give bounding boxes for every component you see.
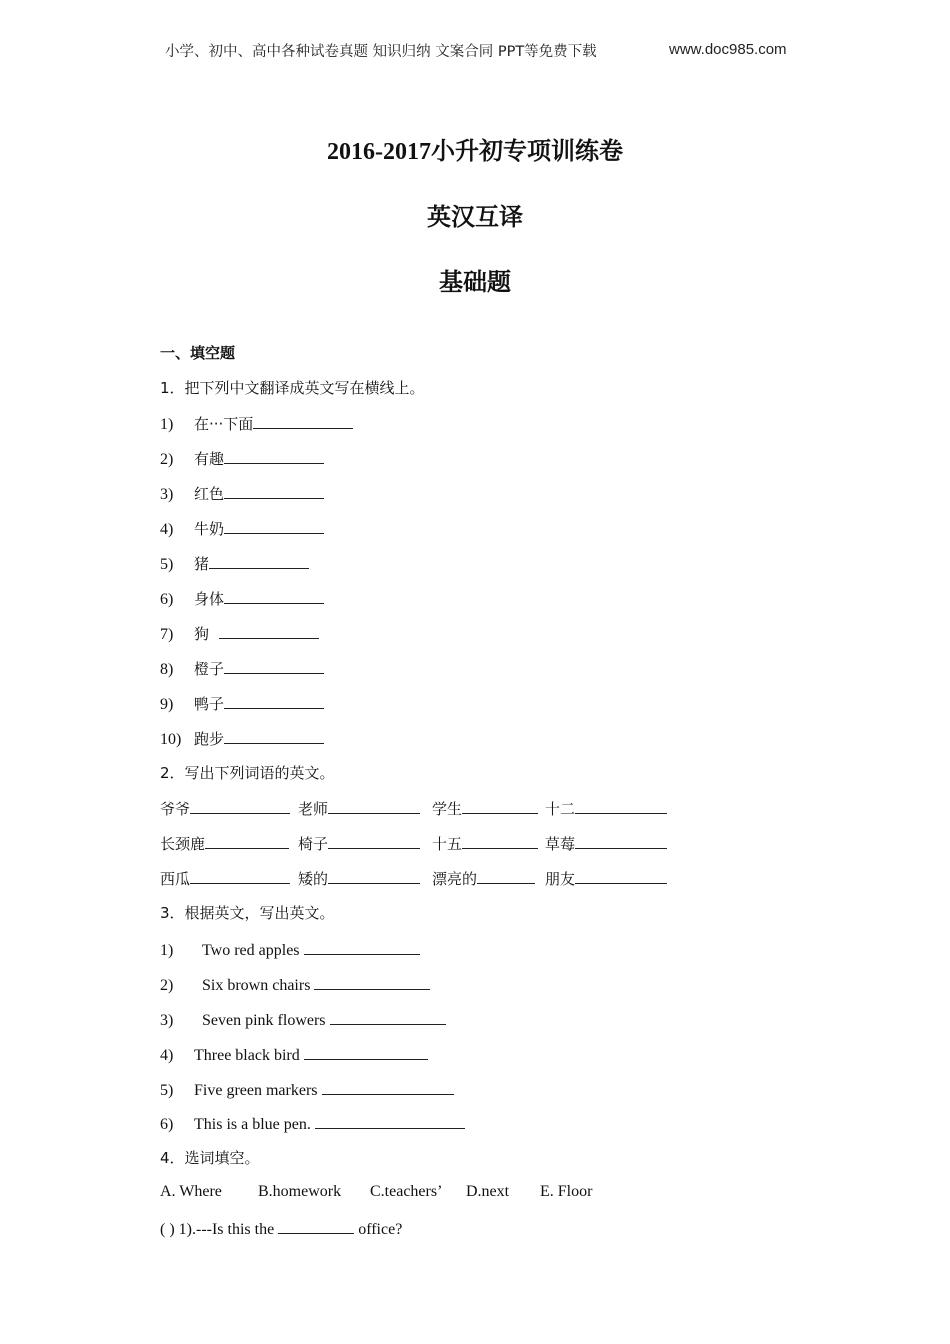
answer-blank[interactable] <box>575 833 667 849</box>
list-item <box>160 974 430 996</box>
q2-prompt: 2．写出下列词语的英文。 <box>160 764 335 782</box>
item-number: 3) <box>160 486 174 503</box>
answer-blank[interactable] <box>328 833 420 849</box>
item-number: 10) <box>160 731 182 748</box>
answer-blank[interactable] <box>322 1079 454 1095</box>
list-item <box>160 448 324 470</box>
answer-blank[interactable] <box>328 798 420 814</box>
answer-blank[interactable] <box>253 413 353 429</box>
answer-blank[interactable] <box>224 728 324 744</box>
doc-subtitle: 英汉互译 <box>427 205 523 231</box>
list-item <box>160 588 324 610</box>
item-text: 鸭子 <box>194 695 225 713</box>
answer-blank[interactable] <box>224 518 324 534</box>
list-item <box>160 518 324 540</box>
grid-word: 十二 <box>545 798 667 819</box>
doc-title: 2016-2017小升初专项训练卷 <box>327 139 623 165</box>
list-item <box>160 693 324 715</box>
grid-word: 漂亮的 <box>432 868 535 889</box>
list-item <box>160 483 324 505</box>
item-text: Two red apples <box>202 942 300 959</box>
answer-blank[interactable] <box>190 868 290 884</box>
answer-blank[interactable] <box>224 693 324 709</box>
list-item <box>160 1079 454 1101</box>
option-a: A. Where <box>160 1183 222 1200</box>
item-text: 狗 <box>194 625 210 643</box>
option-d: D.next <box>466 1183 510 1200</box>
item-number: 1) <box>160 416 174 433</box>
answer-blank[interactable] <box>224 658 324 674</box>
grid-word: 爷爷 <box>160 798 290 819</box>
item-number: 3) <box>160 1012 174 1029</box>
item-number: 9) <box>160 696 174 713</box>
item-text: Three black bird <box>194 1047 300 1064</box>
answer-blank[interactable] <box>224 448 324 464</box>
item-text: 红色 <box>194 485 225 503</box>
grid-word: 十五 <box>432 833 538 854</box>
q4-prompt: 4．选词填空。 <box>160 1149 260 1167</box>
q3-prompt: 3．根据英文，写出英文。 <box>160 904 335 922</box>
option-e: E. Floor <box>540 1183 593 1200</box>
item-number: 5) <box>160 556 174 573</box>
header-website[interactable]: www.doc985.com <box>669 41 787 58</box>
item-number: 8) <box>160 661 174 678</box>
list-item <box>160 939 420 961</box>
list-item <box>160 553 309 575</box>
item-text: Five green markers <box>194 1082 318 1099</box>
grid-word: 朋友 <box>545 868 667 889</box>
item-text-end: office? <box>358 1221 403 1238</box>
section-heading: 一、填空题 <box>160 344 236 362</box>
answer-blank[interactable] <box>304 1044 428 1060</box>
item-number: 4) <box>160 1047 174 1064</box>
item-number: 2) <box>160 977 174 994</box>
item-text: 橙子 <box>194 660 225 678</box>
answer-blank[interactable] <box>315 1113 465 1129</box>
answer-blank[interactable] <box>219 623 319 639</box>
grid-word: 西瓜 <box>160 868 290 889</box>
doc-level: 基础题 <box>439 270 511 296</box>
answer-blank[interactable] <box>462 833 538 849</box>
item-number: 6) <box>160 1116 174 1133</box>
list-item <box>160 1218 402 1240</box>
answer-paren[interactable]: ( ) <box>160 1221 175 1238</box>
answer-blank[interactable] <box>224 483 324 499</box>
grid-word: 老师 <box>298 798 420 819</box>
item-text: 跑步 <box>194 730 225 748</box>
item-text: 有趣 <box>194 450 225 468</box>
answer-blank[interactable] <box>205 833 289 849</box>
item-number: 2) <box>160 451 174 468</box>
answer-blank[interactable] <box>477 868 535 884</box>
item-number: 1) <box>160 942 174 959</box>
item-number: 4) <box>160 521 174 538</box>
item-text: 1).---Is this the <box>178 1221 275 1238</box>
item-text: 猪 <box>194 555 210 573</box>
item-text: Six brown chairs <box>202 977 311 994</box>
list-item <box>160 728 324 750</box>
answer-blank[interactable] <box>575 798 667 814</box>
list-item <box>160 1113 465 1135</box>
item-text: 牛奶 <box>194 520 225 538</box>
grid-word: 学生 <box>432 798 538 819</box>
item-text: 在···下面 <box>194 415 254 433</box>
list-item <box>160 623 319 645</box>
answer-blank[interactable] <box>209 553 309 569</box>
answer-blank[interactable] <box>575 868 667 884</box>
answer-blank[interactable] <box>314 974 430 990</box>
list-item <box>160 413 353 435</box>
answer-blank[interactable] <box>328 868 420 884</box>
answer-blank[interactable] <box>190 798 290 814</box>
item-text: Seven pink flowers <box>202 1012 326 1029</box>
header-left-text: 小学、初中、高中各种试卷真题 知识归纳 文案合同 PPT等免费下载 <box>165 44 597 60</box>
item-number: 6) <box>160 591 174 608</box>
list-item <box>160 1009 446 1031</box>
item-text: This is a blue pen. <box>194 1116 311 1133</box>
answer-blank[interactable] <box>278 1218 354 1234</box>
grid-word: 草莓 <box>545 833 667 854</box>
answer-blank[interactable] <box>462 798 538 814</box>
answer-blank[interactable] <box>304 939 420 955</box>
item-text: 身体 <box>194 590 225 608</box>
option-c: C.teachers’ <box>370 1183 443 1200</box>
answer-blank[interactable] <box>330 1009 446 1025</box>
answer-blank[interactable] <box>224 588 324 604</box>
grid-word: 长颈鹿 <box>160 833 289 854</box>
list-item <box>160 658 324 680</box>
list-item <box>160 1044 428 1066</box>
grid-word: 矮的 <box>298 868 420 889</box>
option-b: B.homework <box>258 1183 342 1200</box>
q1-prompt: 1．把下列中文翻译成英文写在横线上。 <box>160 379 425 397</box>
item-number: 7) <box>160 626 174 643</box>
grid-word: 椅子 <box>298 833 420 854</box>
item-number: 5) <box>160 1082 174 1099</box>
